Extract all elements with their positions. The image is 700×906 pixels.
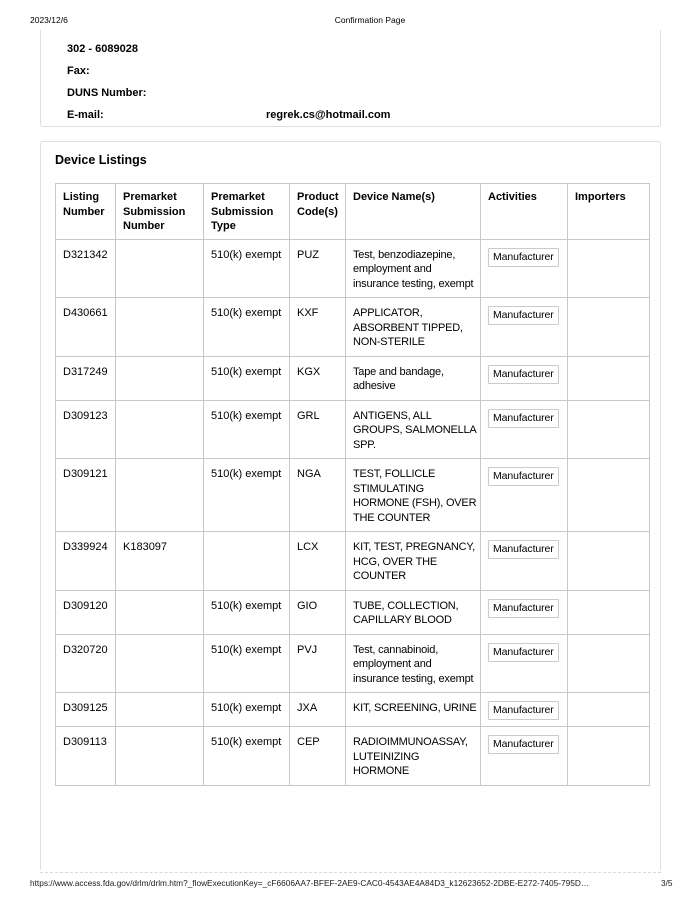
column-header: Listing Number	[56, 184, 116, 240]
device-listings-table	[55, 183, 650, 786]
listing-number-cell: D309120	[56, 590, 116, 634]
product-code-cell: NGA	[290, 459, 346, 532]
device-names-cell: Test, benzodiazepine, employment and insurance testing, exempt	[346, 239, 481, 298]
activities-cell	[481, 532, 568, 591]
contact-info-label: DUNS Number:	[67, 87, 147, 99]
print-footer-url: https://www.access.fda.gov/drlm/drlm.htm?_flowExecutionKey=_cF6606AA7-BFEF-2AE9-CAC0-4543AE4A84D3_k12623652-2DBE-E272-7405-795D…	[30, 878, 590, 888]
contact-info-label: E-mail:	[67, 109, 104, 121]
print-header-title: Confirmation Page	[334, 15, 406, 25]
premarket-submission-type-cell: 510(k) exempt	[204, 356, 290, 400]
premarket-submission-type-cell: 510(k) exempt	[204, 239, 290, 298]
activity-chip: Manufacturer	[488, 643, 559, 662]
activities-cell	[481, 693, 568, 727]
table-row	[56, 532, 650, 591]
activity-chip: Manufacturer	[488, 467, 559, 486]
importers-cell	[568, 239, 650, 298]
premarket-submission-type-cell: 510(k) exempt	[204, 298, 290, 357]
table-row	[56, 400, 650, 459]
table-row	[56, 459, 650, 532]
importers-cell	[568, 727, 650, 786]
page-break-cut-line	[40, 872, 661, 873]
device-names-cell: KIT, SCREENING, URINE	[346, 693, 481, 727]
product-code-cell: KXF	[290, 298, 346, 357]
column-header: Premarket Submission Type	[204, 184, 290, 240]
product-code-cell: GRL	[290, 400, 346, 459]
device-names-cell: Tape and bandage, adhesive	[346, 356, 481, 400]
importers-cell	[568, 459, 650, 532]
activity-chip: Manufacturer	[488, 248, 559, 267]
activities-cell	[481, 634, 568, 693]
activities-cell	[481, 459, 568, 532]
premarket-submission-number-cell	[116, 400, 204, 459]
contact-info-row	[67, 104, 660, 126]
device-listings-heading: Device Listings	[55, 153, 147, 167]
table-row	[56, 634, 650, 693]
contact-info-row	[67, 82, 660, 104]
listing-number-cell: D309113	[56, 727, 116, 786]
column-header: Importers	[568, 184, 650, 240]
premarket-submission-number-cell	[116, 459, 204, 532]
importers-cell	[568, 590, 650, 634]
contact-info-label: Fax:	[67, 65, 90, 77]
print-footer-page-indicator: 3/5	[661, 878, 673, 888]
premarket-submission-number-cell	[116, 590, 204, 634]
activity-chip: Manufacturer	[488, 365, 559, 384]
premarket-submission-number-cell: K183097	[116, 532, 204, 591]
product-code-cell: PVJ	[290, 634, 346, 693]
listing-number-cell: D430661	[56, 298, 116, 357]
activity-chip: Manufacturer	[488, 735, 559, 754]
activities-cell	[481, 356, 568, 400]
activities-cell	[481, 239, 568, 298]
contact-info-box	[40, 30, 661, 127]
premarket-submission-number-cell	[116, 356, 204, 400]
premarket-submission-type-cell: 510(k) exempt	[204, 400, 290, 459]
importers-cell	[568, 400, 650, 459]
device-names-cell: TEST, FOLLICLE STIMULATING HORMONE (FSH), OVER THE COUNTER	[346, 459, 481, 532]
activity-chip: Manufacturer	[488, 599, 559, 618]
table-row	[56, 298, 650, 357]
premarket-submission-type-cell: 510(k) exempt	[204, 634, 290, 693]
importers-cell	[568, 298, 650, 357]
premarket-submission-number-cell	[116, 693, 204, 727]
device-names-cell: KIT, TEST, PREGNANCY, HCG, OVER THE COUNTER	[346, 532, 481, 591]
premarket-submission-number-cell	[116, 727, 204, 786]
premarket-submission-type-cell: 510(k) exempt	[204, 693, 290, 727]
column-header: Product Code(s)	[290, 184, 346, 240]
contact-info-row	[67, 60, 660, 82]
listing-number-cell: D321342	[56, 239, 116, 298]
premarket-submission-number-cell	[116, 298, 204, 357]
importers-cell	[568, 532, 650, 591]
table-row	[56, 356, 650, 400]
listing-number-cell: D320720	[56, 634, 116, 693]
product-code-cell: JXA	[290, 693, 346, 727]
activities-cell	[481, 590, 568, 634]
activity-chip: Manufacturer	[488, 540, 559, 559]
premarket-submission-number-cell	[116, 634, 204, 693]
table-header-row	[56, 184, 650, 240]
registration-number-row	[67, 38, 660, 60]
activity-chip: Manufacturer	[488, 701, 559, 720]
table-row	[56, 590, 650, 634]
product-code-cell: PUZ	[290, 239, 346, 298]
premarket-submission-type-cell: 510(k) exempt	[204, 727, 290, 786]
device-listings-section	[40, 141, 661, 870]
activities-cell	[481, 400, 568, 459]
column-header: Premarket Submission Number	[116, 184, 204, 240]
activities-cell	[481, 298, 568, 357]
activities-cell	[481, 727, 568, 786]
device-names-cell: TUBE, COLLECTION, CAPILLARY BLOOD	[346, 590, 481, 634]
device-names-cell: Test, cannabinoid, employment and insurance testing, exempt	[346, 634, 481, 693]
premarket-submission-number-cell	[116, 239, 204, 298]
table-row	[56, 239, 650, 298]
device-names-cell: ANTIGENS, ALL GROUPS, SALMONELLA SPP.	[346, 400, 481, 459]
activity-chip: Manufacturer	[488, 409, 559, 428]
premarket-submission-type-cell: 510(k) exempt	[204, 459, 290, 532]
premarket-submission-type-cell: 510(k) exempt	[204, 590, 290, 634]
importers-cell	[568, 356, 650, 400]
product-code-cell: KGX	[290, 356, 346, 400]
listing-number-cell: D339924	[56, 532, 116, 591]
product-code-cell: GIO	[290, 590, 346, 634]
importers-cell	[568, 693, 650, 727]
table-row	[56, 693, 650, 727]
registration-number: 302 - 6089028	[67, 43, 138, 55]
product-code-cell: LCX	[290, 532, 346, 591]
premarket-submission-type-cell	[204, 532, 290, 591]
device-names-cell: APPLICATOR, ABSORBENT TIPPED, NON-STERILE	[346, 298, 481, 357]
device-names-cell: RADIOIMMUNOASSAY, LUTEINIZING HORMONE	[346, 727, 481, 786]
importers-cell	[568, 634, 650, 693]
activity-chip: Manufacturer	[488, 306, 559, 325]
contact-info-value: regrek.cs@hotmail.com	[266, 109, 391, 121]
listing-number-cell: D309121	[56, 459, 116, 532]
listing-number-cell: D309123	[56, 400, 116, 459]
table-row	[56, 727, 650, 786]
print-header-date: 2023/12/6	[30, 15, 68, 25]
column-header: Activities	[481, 184, 568, 240]
contact-info-rows	[67, 60, 660, 126]
listing-number-cell: D309125	[56, 693, 116, 727]
table-body	[56, 239, 650, 785]
listing-number-cell: D317249	[56, 356, 116, 400]
product-code-cell: CEP	[290, 727, 346, 786]
column-header: Device Name(s)	[346, 184, 481, 240]
